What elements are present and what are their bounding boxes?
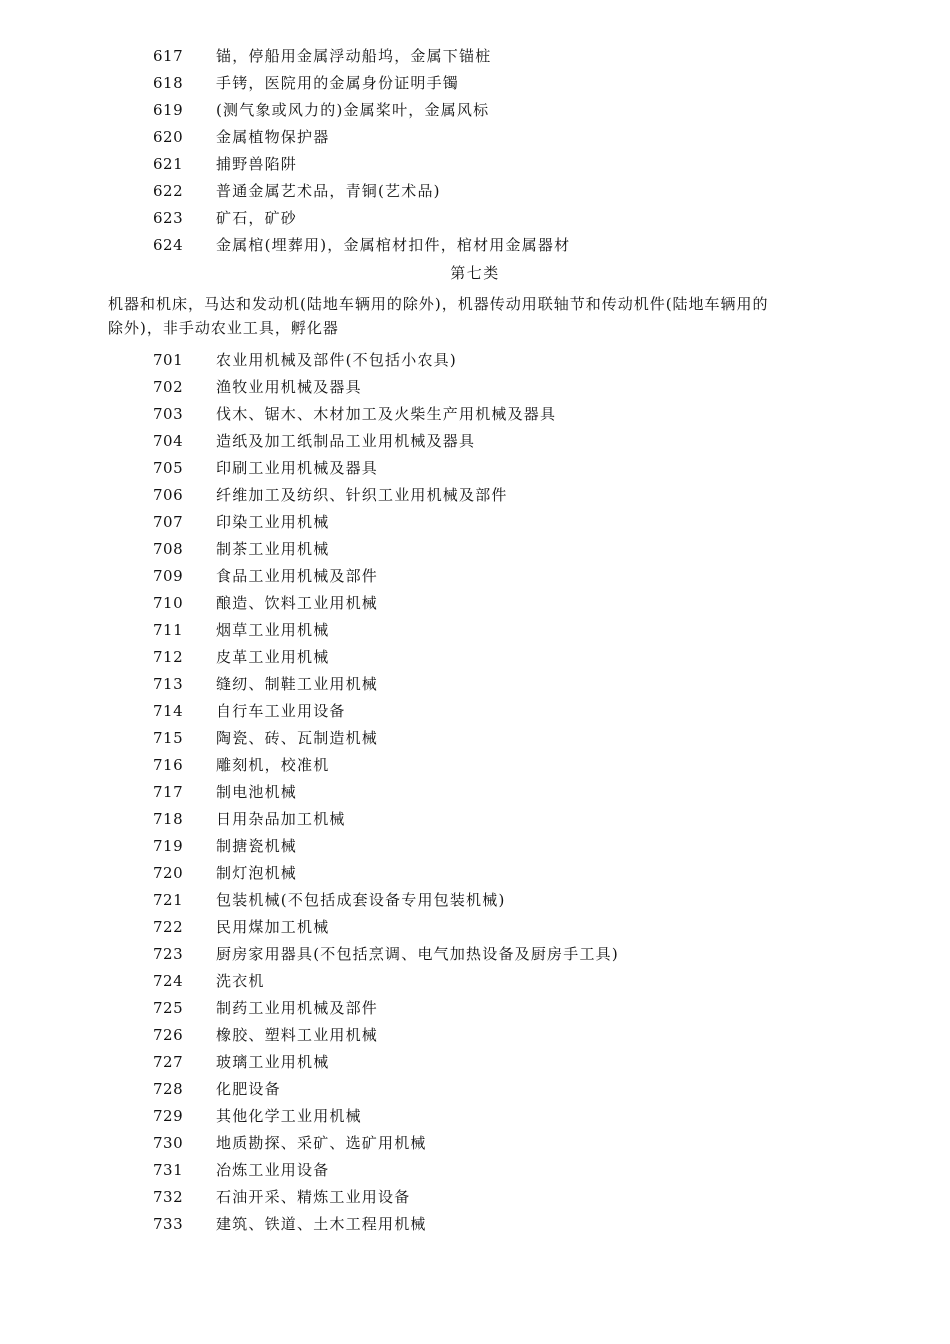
- list-item: [0, 43, 950, 70]
- item-description: 橡胶、塑料工业用机械: [216, 1026, 379, 1044]
- class-item-list: [0, 347, 950, 1238]
- item-code: 720: [153, 864, 184, 882]
- item-description: 厨房家用器具(不包括烹调、电气加热设备及厨房手工具): [216, 945, 619, 963]
- item-code: 714: [153, 702, 184, 720]
- item-description: 民用煤加工机械: [216, 918, 330, 936]
- list-item: [0, 151, 950, 178]
- list-item: [0, 779, 950, 806]
- item-code: 718: [153, 810, 184, 828]
- list-item: [0, 806, 950, 833]
- list-item: [0, 1130, 950, 1157]
- item-description: (测气象或风力的)金属桨叶，金属风标: [216, 101, 490, 119]
- class-heading: 第七类: [450, 264, 500, 282]
- list-item: [0, 374, 950, 401]
- item-code: 705: [153, 459, 184, 477]
- class-description: [108, 292, 848, 340]
- list-item: [0, 482, 950, 509]
- list-item: [0, 1049, 950, 1076]
- item-description: 皮革工业用机械: [216, 648, 330, 666]
- list-item: [0, 617, 950, 644]
- list-item: [0, 178, 950, 205]
- list-item: [0, 968, 950, 995]
- item-code: 703: [153, 405, 184, 423]
- list-item: [0, 428, 950, 455]
- item-code: 717: [153, 783, 184, 801]
- list-item: [0, 232, 950, 259]
- item-code: 725: [153, 999, 184, 1017]
- item-code: 724: [153, 972, 184, 990]
- list-item: [0, 995, 950, 1022]
- list-item: [0, 833, 950, 860]
- list-item: [0, 1022, 950, 1049]
- item-description: 制电池机械: [216, 783, 298, 801]
- item-description: 玻璃工业用机械: [216, 1053, 330, 1071]
- list-item: [0, 725, 950, 752]
- list-item: [0, 97, 950, 124]
- list-item: [0, 205, 950, 232]
- item-description: 雕刻机，校准机: [216, 756, 330, 774]
- item-description: 冶炼工业用设备: [216, 1161, 330, 1179]
- list-item: [0, 887, 950, 914]
- item-description: 日用杂品加工机械: [216, 810, 346, 828]
- item-code: 619: [153, 101, 184, 119]
- item-code: 722: [153, 918, 184, 936]
- item-description: 地质勘探、采矿、选矿用机械: [216, 1134, 427, 1152]
- item-code: 710: [153, 594, 184, 612]
- item-code: 712: [153, 648, 184, 666]
- item-code: 728: [153, 1080, 184, 1098]
- item-description: 石油开采、精炼工业用设备: [216, 1188, 411, 1206]
- list-item: [0, 124, 950, 151]
- item-description: 捕野兽陷阱: [216, 155, 298, 173]
- list-item: [0, 914, 950, 941]
- list-item: [0, 1103, 950, 1130]
- item-code: 715: [153, 729, 184, 747]
- previous-class-item-list: [0, 43, 950, 259]
- item-code: 621: [153, 155, 184, 173]
- item-description: 印刷工业用机械及器具: [216, 459, 379, 477]
- item-code: 709: [153, 567, 184, 585]
- item-description: 手铐，医院用的金属身份证明手镯: [216, 74, 460, 92]
- item-description: 制药工业用机械及部件: [216, 999, 379, 1017]
- list-item: [0, 401, 950, 428]
- item-description: 印染工业用机械: [216, 513, 330, 531]
- item-code: 707: [153, 513, 184, 531]
- item-description: 制搪瓷机械: [216, 837, 298, 855]
- item-code: 732: [153, 1188, 184, 1206]
- list-item: [0, 590, 950, 617]
- item-description: 渔牧业用机械及器具: [216, 378, 362, 396]
- item-description: 缝纫、制鞋工业用机械: [216, 675, 379, 693]
- list-item: [0, 1184, 950, 1211]
- item-code: 617: [153, 47, 184, 65]
- item-description: 金属棺(埋葬用)，金属棺材扣件，棺材用金属器材: [216, 236, 571, 254]
- list-item: [0, 1157, 950, 1184]
- item-description: 陶瓷、砖、瓦制造机械: [216, 729, 379, 747]
- item-code: 719: [153, 837, 184, 855]
- item-description: 金属植物保护器: [216, 128, 330, 146]
- item-description: 建筑、铁道、土木工程用机械: [216, 1215, 427, 1233]
- item-code: 721: [153, 891, 184, 909]
- item-code: 706: [153, 486, 184, 504]
- item-code: 624: [153, 236, 184, 254]
- list-item: [0, 1076, 950, 1103]
- item-description: 酿造、饮料工业用机械: [216, 594, 379, 612]
- list-item: [0, 563, 950, 590]
- item-description: 烟草工业用机械: [216, 621, 330, 639]
- list-item: [0, 455, 950, 482]
- item-code: 731: [153, 1161, 184, 1179]
- item-description: 其他化学工业用机械: [216, 1107, 362, 1125]
- item-description: 纤维加工及纺织、针织工业用机械及部件: [216, 486, 508, 504]
- item-description: 制茶工业用机械: [216, 540, 330, 558]
- list-item: [0, 644, 950, 671]
- list-item: [0, 752, 950, 779]
- item-description: 洗衣机: [216, 972, 265, 990]
- item-code: 727: [153, 1053, 184, 1071]
- item-code: 708: [153, 540, 184, 558]
- list-item: [0, 941, 950, 968]
- class-description-line: 除外)，非手动农业工具，孵化器: [108, 319, 339, 337]
- item-description: 自行车工业用设备: [216, 702, 346, 720]
- item-code: 618: [153, 74, 184, 92]
- item-code: 723: [153, 945, 184, 963]
- item-code: 730: [153, 1134, 184, 1152]
- item-code: 726: [153, 1026, 184, 1044]
- list-item: [0, 509, 950, 536]
- item-description: 食品工业用机械及部件: [216, 567, 379, 585]
- item-description: 普通金属艺术品，青铜(艺术品): [216, 182, 441, 200]
- item-code: 620: [153, 128, 184, 146]
- item-code: 704: [153, 432, 184, 450]
- item-code: 729: [153, 1107, 184, 1125]
- item-code: 716: [153, 756, 184, 774]
- class-description-line: 机器和机床，马达和发动机(陆地车辆用的除外)，机器传动用联轴节和传动机件(陆地车辆用的: [108, 295, 769, 313]
- list-item: [0, 860, 950, 887]
- item-description: 伐木、锯木、木材加工及火柴生产用机械及器具: [216, 405, 557, 423]
- list-item: [0, 536, 950, 563]
- item-code: 622: [153, 182, 184, 200]
- item-description: 锚，停船用金属浮动船坞，金属下锚桩: [216, 47, 492, 65]
- item-description: 矿石，矿砂: [216, 209, 298, 227]
- list-item: [0, 347, 950, 374]
- item-description: 农业用机械及部件(不包括小农具): [216, 351, 457, 369]
- list-item: [0, 70, 950, 97]
- item-code: 701: [153, 351, 184, 369]
- item-description: 包装机械(不包括成套设备专用包装机械): [216, 891, 506, 909]
- item-code: 702: [153, 378, 184, 396]
- item-code: 713: [153, 675, 184, 693]
- list-item: [0, 698, 950, 725]
- item-code: 733: [153, 1215, 184, 1233]
- item-description: 造纸及加工纸制品工业用机械及器具: [216, 432, 476, 450]
- list-item: [0, 671, 950, 698]
- item-code: 623: [153, 209, 184, 227]
- item-description: 制灯泡机械: [216, 864, 298, 882]
- list-item: [0, 1211, 950, 1238]
- item-code: 711: [153, 621, 184, 639]
- item-description: 化肥设备: [216, 1080, 281, 1098]
